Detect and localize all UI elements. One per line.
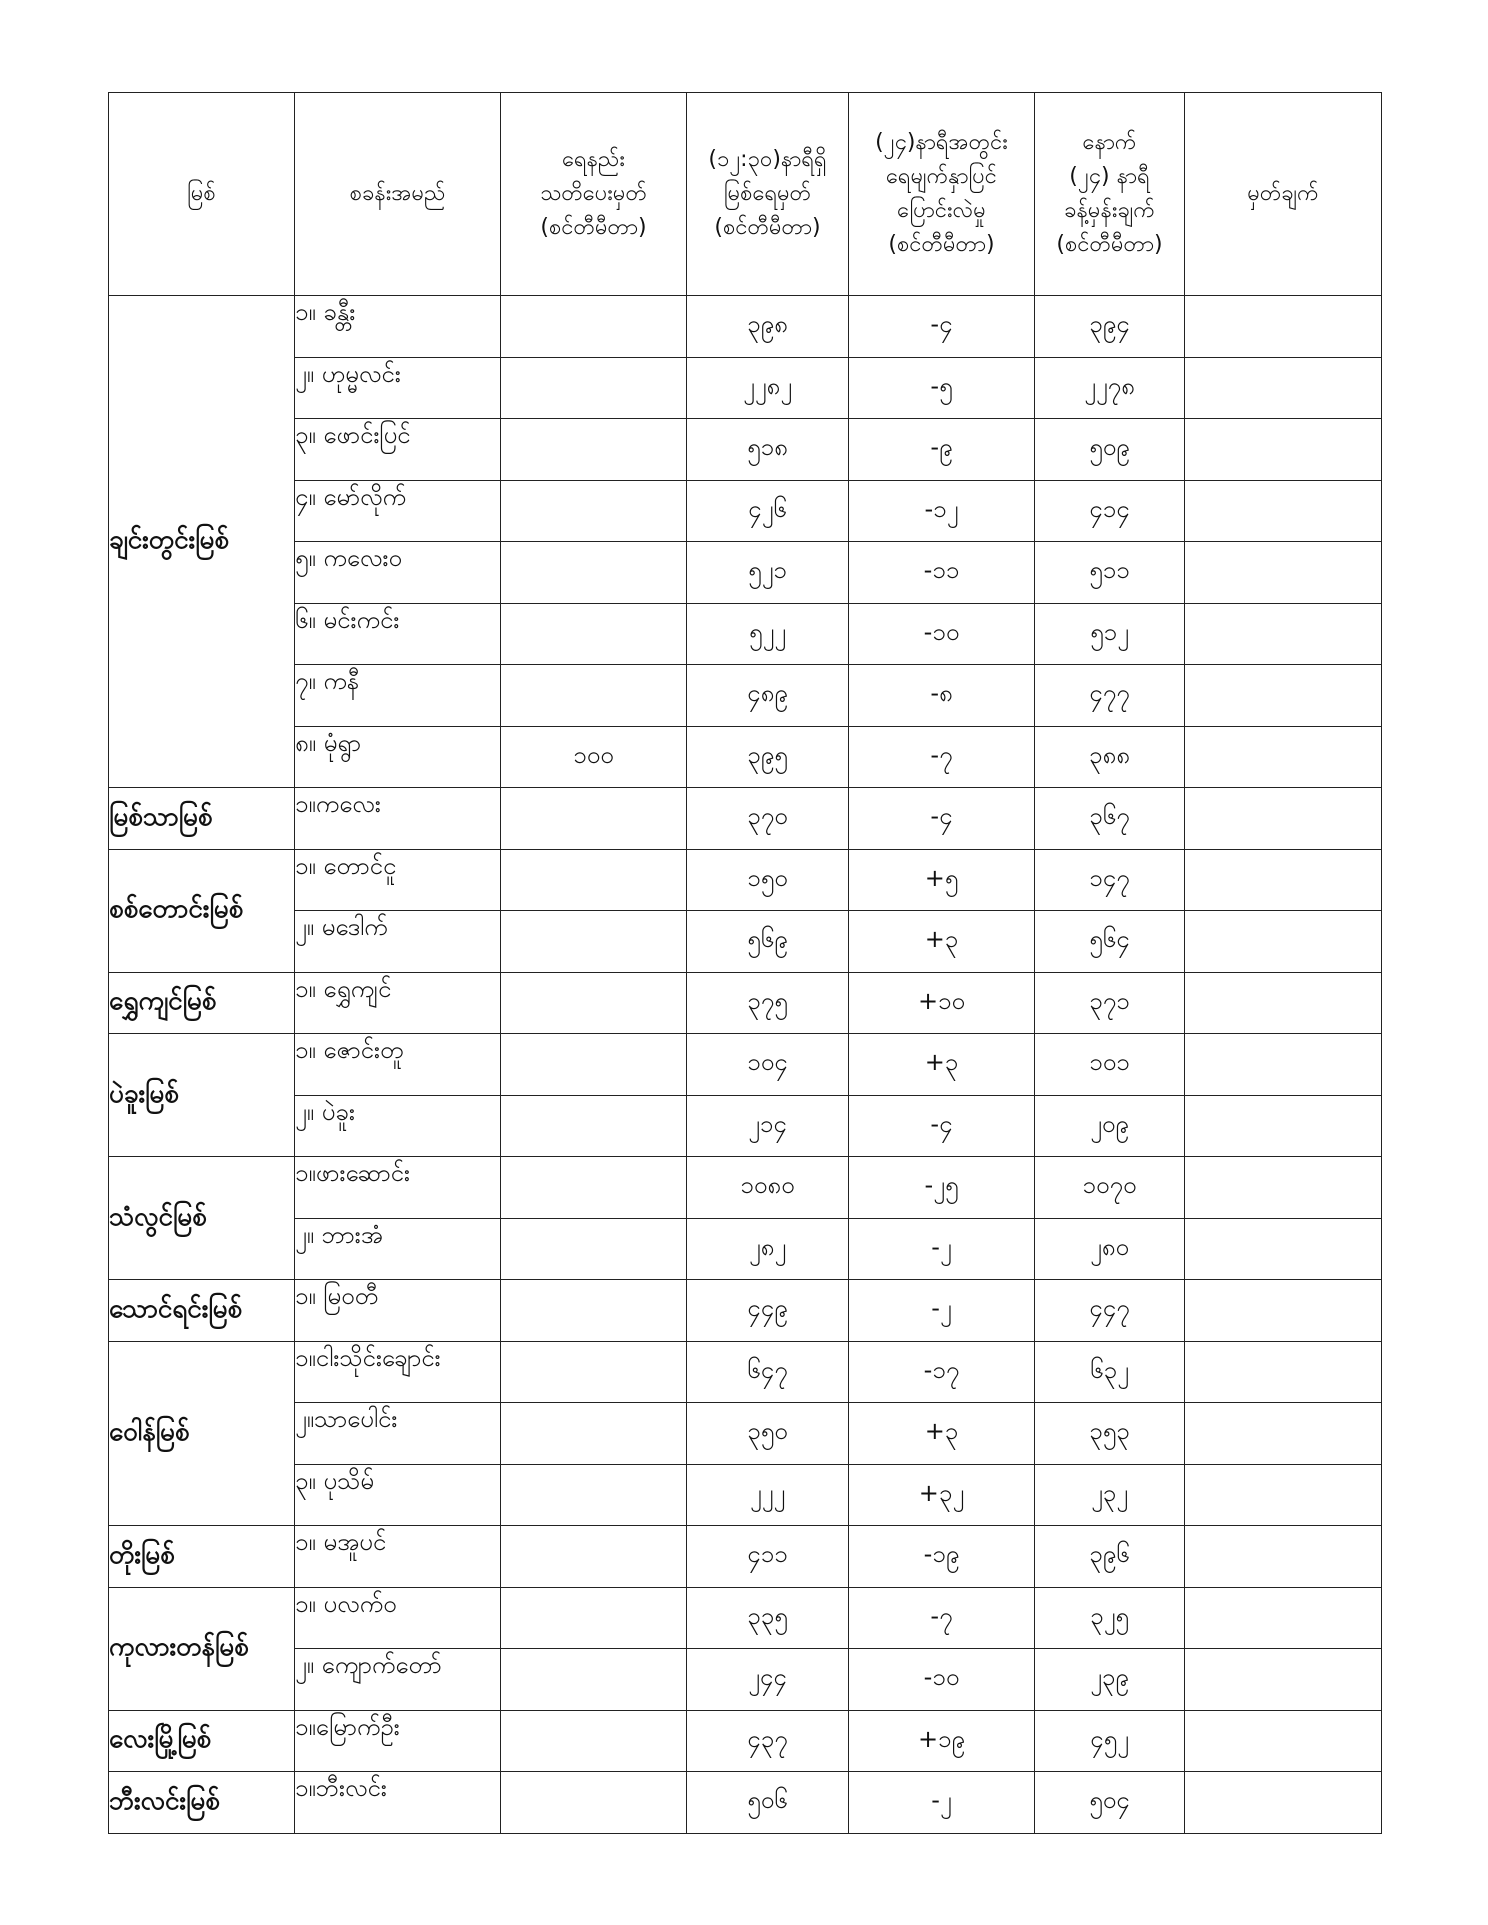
forecast-level-cell: ၂၂၇၈ (1035, 357, 1185, 419)
table-row (109, 1157, 1382, 1219)
forecast-level-cell: ၂၃၂ (1035, 1464, 1185, 1526)
current-level-cell: ၃၉၅ (687, 726, 849, 788)
level-change-cell: -၉ (849, 419, 1035, 481)
level-change-cell: -၁၁ (849, 542, 1035, 604)
current-level-cell: ၃၇၀ (687, 788, 849, 850)
current-level-cell: ၄၁၁ (687, 1526, 849, 1588)
forecast-level-cell: ၁၀၇၀ (1035, 1157, 1185, 1219)
river-name-cell: သံလွင်မြစ် (109, 1157, 295, 1280)
remarks-cell (1185, 1403, 1382, 1465)
remarks-cell (1185, 1772, 1382, 1834)
level-change-cell: -၄ (849, 788, 1035, 850)
current-level-cell: ၁၀၄ (687, 1034, 849, 1096)
warning-level-cell (501, 1710, 687, 1772)
table-row (109, 1587, 1382, 1649)
warning-level-cell (501, 357, 687, 419)
level-change-cell: +၃ (849, 1403, 1035, 1465)
water-level-table (108, 92, 1382, 1834)
remarks-cell (1185, 1095, 1382, 1157)
warning-level-cell (501, 419, 687, 481)
station-name-cell: ၃။ ဖောင်းပြင် (295, 419, 501, 481)
forecast-level-cell: ၅၁၂ (1035, 603, 1185, 665)
forecast-level-cell: ၃၉၆ (1035, 1526, 1185, 1588)
table-row (109, 1341, 1382, 1403)
remarks-cell (1185, 357, 1382, 419)
station-name-cell: ၁။ဘီးလင်း (295, 1772, 501, 1834)
level-change-cell: -၂ (849, 1218, 1035, 1280)
level-change-cell: +၃ (849, 1034, 1035, 1096)
table-row (109, 603, 1382, 665)
table-row (109, 849, 1382, 911)
warning-level-cell (501, 665, 687, 727)
station-name-cell: ၂။ ပဲခူး (295, 1095, 501, 1157)
warning-level-cell (501, 542, 687, 604)
remarks-cell (1185, 1464, 1382, 1526)
level-change-cell: -၇ (849, 726, 1035, 788)
forecast-level-cell: ၂၀၉ (1035, 1095, 1185, 1157)
station-name-cell: ၁။ မြဝတီ (295, 1280, 501, 1342)
current-level-cell: ၂၂၈၂ (687, 357, 849, 419)
table-row (109, 1710, 1382, 1772)
header-remarks: မှတ်ချက် (1185, 93, 1382, 296)
warning-level-cell (501, 1587, 687, 1649)
table-row (109, 1280, 1382, 1342)
current-level-cell: ၆၄၇ (687, 1341, 849, 1403)
forecast-level-cell: ၄၅၂ (1035, 1710, 1185, 1772)
forecast-level-cell: ၂၃၉ (1035, 1649, 1185, 1711)
river-name-cell: မြစ်သာမြစ် (109, 788, 295, 850)
table-row (109, 357, 1382, 419)
remarks-cell (1185, 726, 1382, 788)
warning-level-cell (501, 603, 687, 665)
table-row (109, 1649, 1382, 1711)
warning-level-cell (501, 1280, 687, 1342)
forecast-level-cell: ၃၂၅ (1035, 1587, 1185, 1649)
current-level-cell: ၅၁၈ (687, 419, 849, 481)
station-name-cell: ၅။ ကလေးဝ (295, 542, 501, 604)
level-change-cell: +၃ (849, 911, 1035, 973)
warning-level-cell (501, 788, 687, 850)
current-level-cell: ၅၂၂ (687, 603, 849, 665)
current-level-cell: ၂၄၄ (687, 1649, 849, 1711)
forecast-level-cell: ၁၀၁ (1035, 1034, 1185, 1096)
river-name-cell: ဝေါန်မြစ် (109, 1341, 295, 1526)
station-name-cell: ၂။ ကျောက်တော် (295, 1649, 501, 1711)
level-change-cell: -၅ (849, 357, 1035, 419)
table-row (109, 296, 1382, 358)
current-level-cell: ၄၄၉ (687, 1280, 849, 1342)
level-change-cell: +၅ (849, 849, 1035, 911)
forecast-level-cell: ၂၈၀ (1035, 1218, 1185, 1280)
forecast-level-cell: ၄၁၄ (1035, 480, 1185, 542)
station-name-cell: ၂။သာပေါင်း (295, 1403, 501, 1465)
forecast-level-cell: ၄၇၇ (1035, 665, 1185, 727)
warning-level-cell (501, 1034, 687, 1096)
table-row (109, 972, 1382, 1034)
table-row (109, 1464, 1382, 1526)
station-name-cell: ၁။ဖားဆောင်း (295, 1157, 501, 1219)
table-body (109, 296, 1382, 1834)
river-name-cell: သောင်ရင်းမြစ် (109, 1280, 295, 1342)
station-name-cell: ၂။ ဟုမ္မလင်း (295, 357, 501, 419)
warning-level-cell (501, 480, 687, 542)
station-name-cell: ၁။ မအူပင် (295, 1526, 501, 1588)
header-forecast: နောက် (၂၄) နာရီ ခန့်မှန်းချက် (စင်တီမီတာ) (1035, 93, 1185, 296)
forecast-level-cell: ၁၄၇ (1035, 849, 1185, 911)
warning-level-cell (501, 1218, 687, 1280)
header-row (109, 93, 1382, 296)
level-change-cell: -၈ (849, 665, 1035, 727)
header-current: (၁၂:၃၀)နာရီရှိ မြစ်ရေမှတ် (စင်တီမီတာ) (687, 93, 849, 296)
current-level-cell: ၃၃၅ (687, 1587, 849, 1649)
current-level-cell: ၄၂၆ (687, 480, 849, 542)
remarks-cell (1185, 1341, 1382, 1403)
current-level-cell: ၄၃၇ (687, 1710, 849, 1772)
current-level-cell: ၄၈၉ (687, 665, 849, 727)
remarks-cell (1185, 788, 1382, 850)
station-name-cell: ၈။ မုံရွာ (295, 726, 501, 788)
current-level-cell: ၁၀၈၀ (687, 1157, 849, 1219)
warning-level-cell (501, 1649, 687, 1711)
warning-level-cell (501, 911, 687, 973)
current-level-cell: ၂၂၂ (687, 1464, 849, 1526)
river-name-cell: ရွှေကျင်မြစ် (109, 972, 295, 1034)
warning-level-cell (501, 1464, 687, 1526)
station-name-cell: ၆။ မင်းကင်း (295, 603, 501, 665)
table-row (109, 480, 1382, 542)
current-level-cell: ၁၅၀ (687, 849, 849, 911)
station-name-cell: ၁။ ခန္တီး (295, 296, 501, 358)
table-row (109, 1772, 1382, 1834)
forecast-level-cell: ၅၀၄ (1035, 1772, 1185, 1834)
level-change-cell: -၁၀ (849, 1649, 1035, 1711)
table-row (109, 911, 1382, 973)
level-change-cell: -၂၅ (849, 1157, 1035, 1219)
station-name-cell: ၁။ငါးသိုင်းချောင်း (295, 1341, 501, 1403)
remarks-cell (1185, 1280, 1382, 1342)
table-row (109, 726, 1382, 788)
warning-level-cell (501, 849, 687, 911)
table-row (109, 788, 1382, 850)
current-level-cell: ၅၀၆ (687, 1772, 849, 1834)
remarks-cell (1185, 849, 1382, 911)
remarks-cell (1185, 1218, 1382, 1280)
level-change-cell: +၁၉ (849, 1710, 1035, 1772)
station-name-cell: ၂။ မဒေါက် (295, 911, 501, 973)
table-row (109, 1218, 1382, 1280)
header-station: စခန်းအမည် (295, 93, 501, 296)
warning-level-cell (501, 1341, 687, 1403)
level-change-cell: -၁၀ (849, 603, 1035, 665)
station-name-cell: ၃။ ပုသိမ် (295, 1464, 501, 1526)
forecast-level-cell: ၃၅၃ (1035, 1403, 1185, 1465)
level-change-cell: -၄ (849, 1095, 1035, 1157)
remarks-cell (1185, 911, 1382, 973)
forecast-level-cell: ၃၉၄ (1035, 296, 1185, 358)
level-change-cell: -၇ (849, 1587, 1035, 1649)
station-name-cell: ၁။ တောင်ငူ (295, 849, 501, 911)
remarks-cell (1185, 665, 1382, 727)
current-level-cell: ၅၆၉ (687, 911, 849, 973)
station-name-cell: ၇။ ကနီ (295, 665, 501, 727)
header-change: (၂၄)နာရီအတွင်း ရေမျက်နှာပြင် ပြောင်းလဲမှု (စင်တီမီတာ) (849, 93, 1035, 296)
level-change-cell: +၃၂ (849, 1464, 1035, 1526)
remarks-cell (1185, 1157, 1382, 1219)
river-name-cell: ကုလားတန်မြစ် (109, 1587, 295, 1710)
current-level-cell: ၃၅၀ (687, 1403, 849, 1465)
current-level-cell: ၃၇၅ (687, 972, 849, 1034)
station-name-cell: ၁။ ရွှေကျင် (295, 972, 501, 1034)
warning-level-cell (501, 1403, 687, 1465)
river-name-cell: ချင်းတွင်းမြစ် (109, 296, 295, 788)
table-row (109, 542, 1382, 604)
header-river: မြစ် (109, 93, 295, 296)
remarks-cell (1185, 419, 1382, 481)
remarks-cell (1185, 296, 1382, 358)
remarks-cell (1185, 1710, 1382, 1772)
level-change-cell: -၂ (849, 1772, 1035, 1834)
level-change-cell: -၁၉ (849, 1526, 1035, 1588)
level-change-cell: -၄ (849, 296, 1035, 358)
current-level-cell: ၂၁၄ (687, 1095, 849, 1157)
warning-level-cell (501, 972, 687, 1034)
table-row (109, 665, 1382, 727)
station-name-cell: ၂။ ဘားအံ (295, 1218, 501, 1280)
warning-level-cell (501, 1772, 687, 1834)
remarks-cell (1185, 972, 1382, 1034)
forecast-level-cell: ၃၆၇ (1035, 788, 1185, 850)
table-row (109, 1403, 1382, 1465)
level-change-cell: -၁၇ (849, 1341, 1035, 1403)
river-name-cell: တိုးမြစ် (109, 1526, 295, 1588)
forecast-level-cell: ၅၁၁ (1035, 542, 1185, 604)
forecast-level-cell: ၃၈၈ (1035, 726, 1185, 788)
river-name-cell: ပဲခူးမြစ် (109, 1034, 295, 1157)
level-change-cell: -၁၂ (849, 480, 1035, 542)
remarks-cell (1185, 1526, 1382, 1588)
remarks-cell (1185, 480, 1382, 542)
river-name-cell: စစ်တောင်းမြစ် (109, 849, 295, 972)
warning-level-cell (501, 296, 687, 358)
remarks-cell (1185, 542, 1382, 604)
forecast-level-cell: ၅၆၄ (1035, 911, 1185, 973)
forecast-level-cell: ၄၄၇ (1035, 1280, 1185, 1342)
river-name-cell: လေးမြို့မြစ် (109, 1710, 295, 1772)
remarks-cell (1185, 1587, 1382, 1649)
station-name-cell: ၁။မြောက်ဦး (295, 1710, 501, 1772)
warning-level-cell (501, 1095, 687, 1157)
warning-level-cell (501, 1526, 687, 1588)
remarks-cell (1185, 603, 1382, 665)
warning-level-cell: ၁၀၀ (501, 726, 687, 788)
current-level-cell: ၃၉၈ (687, 296, 849, 358)
level-change-cell: +၁၀ (849, 972, 1035, 1034)
table-row (109, 419, 1382, 481)
remarks-cell (1185, 1649, 1382, 1711)
table-row (109, 1034, 1382, 1096)
station-name-cell: ၁။ကလေး (295, 788, 501, 850)
station-name-cell: ၁။ ဇောင်းတူ (295, 1034, 501, 1096)
station-name-cell: ၁။ ပလက်ဝ (295, 1587, 501, 1649)
current-level-cell: ၂၈၂ (687, 1218, 849, 1280)
header-warning: ရေနည်း သတိပေးမှတ် (စင်တီမီတာ) (501, 93, 687, 296)
level-change-cell: -၂ (849, 1280, 1035, 1342)
forecast-level-cell: ၃၇၁ (1035, 972, 1185, 1034)
forecast-level-cell: ၆၃၂ (1035, 1341, 1185, 1403)
forecast-level-cell: ၅၀၉ (1035, 419, 1185, 481)
current-level-cell: ၅၂၁ (687, 542, 849, 604)
river-name-cell: ဘီးလင်းမြစ် (109, 1772, 295, 1834)
warning-level-cell (501, 1157, 687, 1219)
remarks-cell (1185, 1034, 1382, 1096)
table-row (109, 1095, 1382, 1157)
table-row (109, 1526, 1382, 1588)
station-name-cell: ၄။ မော်လိုက် (295, 480, 501, 542)
